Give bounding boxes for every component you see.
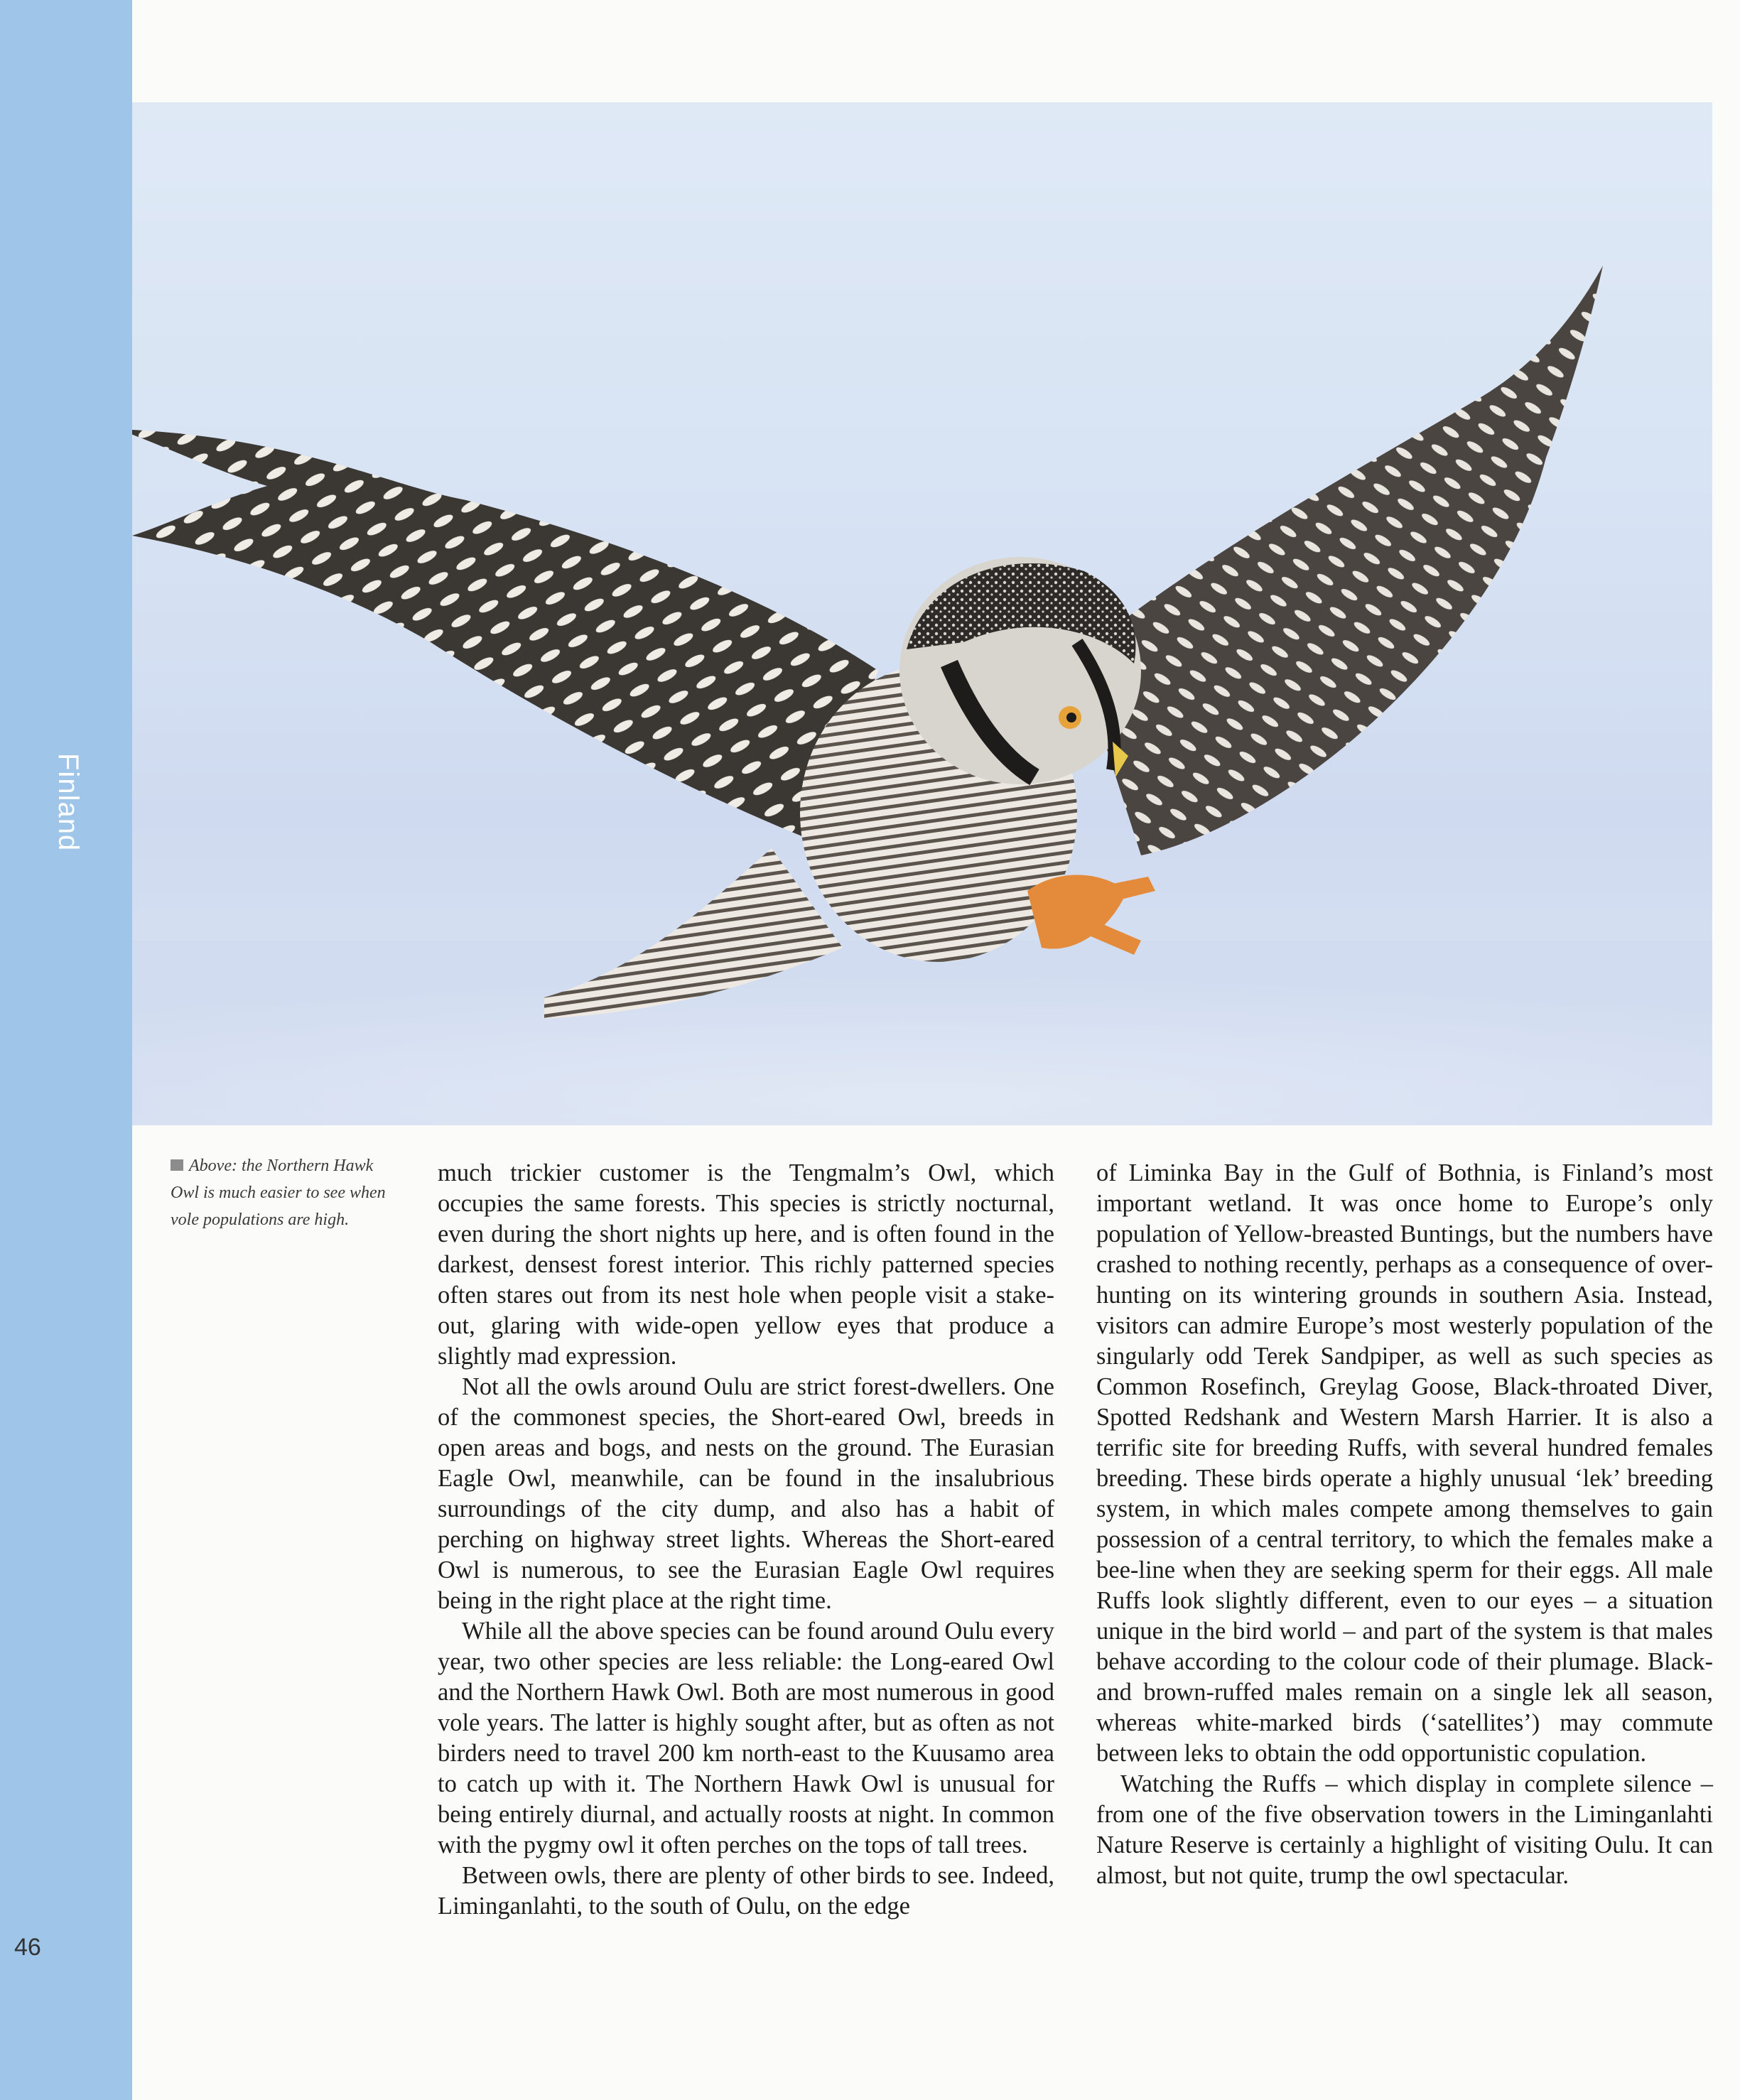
paragraph: much trickier customer is the Tengmalm’s Owl, which occupies the same forests. This species is strictly nocturnal, even during the short nights up here, and is often found in the darkest, densest forest interior. This richly patterned species often stares out from its nest hole when people visit a stake-out, glaring with wide-open yellow eyes that produce a slightly mad expression.: [438, 1159, 1054, 1370]
caption-marker-icon: [171, 1159, 183, 1171]
photo-caption: [171, 1152, 405, 1233]
text-column-2: [1096, 1158, 1713, 1891]
paragraph: While all the above species can be found around Oulu every year, two other species are less reliable: the Long-eared Owl and the Northern Hawk Owl. Both are most numerous in good vole years. The latter is highly sought after, but as often as not birders need to travel 200 km north-east to the Kuusamo area to catch up with it. The Northern Hawk Owl is unusual for being entirely diurnal, and actually roosts at night. In common with the pygmy owl it often perches on the tops of tall trees.: [438, 1618, 1054, 1858]
section-label: Finland: [53, 753, 84, 852]
owl-photo: [132, 102, 1712, 1125]
page-number: 46: [14, 1934, 41, 1961]
paragraph: Watching the Ruffs – which display in complete silence – from one of the five observation towers in the Liminganlahti Nature Reserve is certainly a highlight of visiting Oulu. It can almost, but not quite, trump the owl spectacular.: [1096, 1770, 1713, 1889]
text-column-1: [438, 1158, 1054, 1922]
side-color-band: [0, 0, 132, 2100]
paragraph: Between owls, there are plenty of other birds to see. Indeed, Liminganlahti, to the south of Oulu, on the edge: [438, 1862, 1054, 1920]
paragraph: Not all the owls around Oulu are strict forest-dwellers. One of the commonest species, the Short-eared Owl, breeds in open areas and bogs, and nests on the ground. The Eurasian Eagle Owl, meanwhile, can be found in the insalubrious surroundings of the city dump, and also has a habit of perching on highway street lights. Whereas the Short-eared Owl is numerous, to see the Eurasian Eagle Owl requires being in the right place at the right time.: [438, 1373, 1054, 1614]
paragraph: of Liminka Bay in the Gulf of Bothnia, is Finland’s most important wetland. It was once home to Europe’s only population of Yellow-breasted Buntings, but the numbers have crashed to nothing recently, perhaps as a consequence of over-hunting on its wintering grounds in southern Asia. Instead, visitors can admire Europe’s most westerly population of the singularly odd Terek Sandpiper, as well as such species as Common Rosefinch, Greylag Goose, Black-throated Diver, Spotted Redshank and Western Marsh Harrier. It is also a terrific site for breeding Ruffs, with several hundred females breeding. These birds operate a highly unusual ‘lek’ breeding system, in which males compete among themselves to gain possession of a central territory, to which the females make a bee-line when they are seeking sperm for their eggs. All male Ruffs look slightly different, even to our eyes – a situation unique in the bird world – and part of the system is that males behave according to the colour code of their plumage. Black- and brown-ruffed males remain on a single lek all season, whereas white-marked birds (‘satellites’) may commute between leks to obtain the odd opportunistic copulation.: [1096, 1159, 1713, 1767]
caption-text: Above: the Northern Hawk Owl is much easier to see when vole populations are high.: [171, 1157, 386, 1229]
